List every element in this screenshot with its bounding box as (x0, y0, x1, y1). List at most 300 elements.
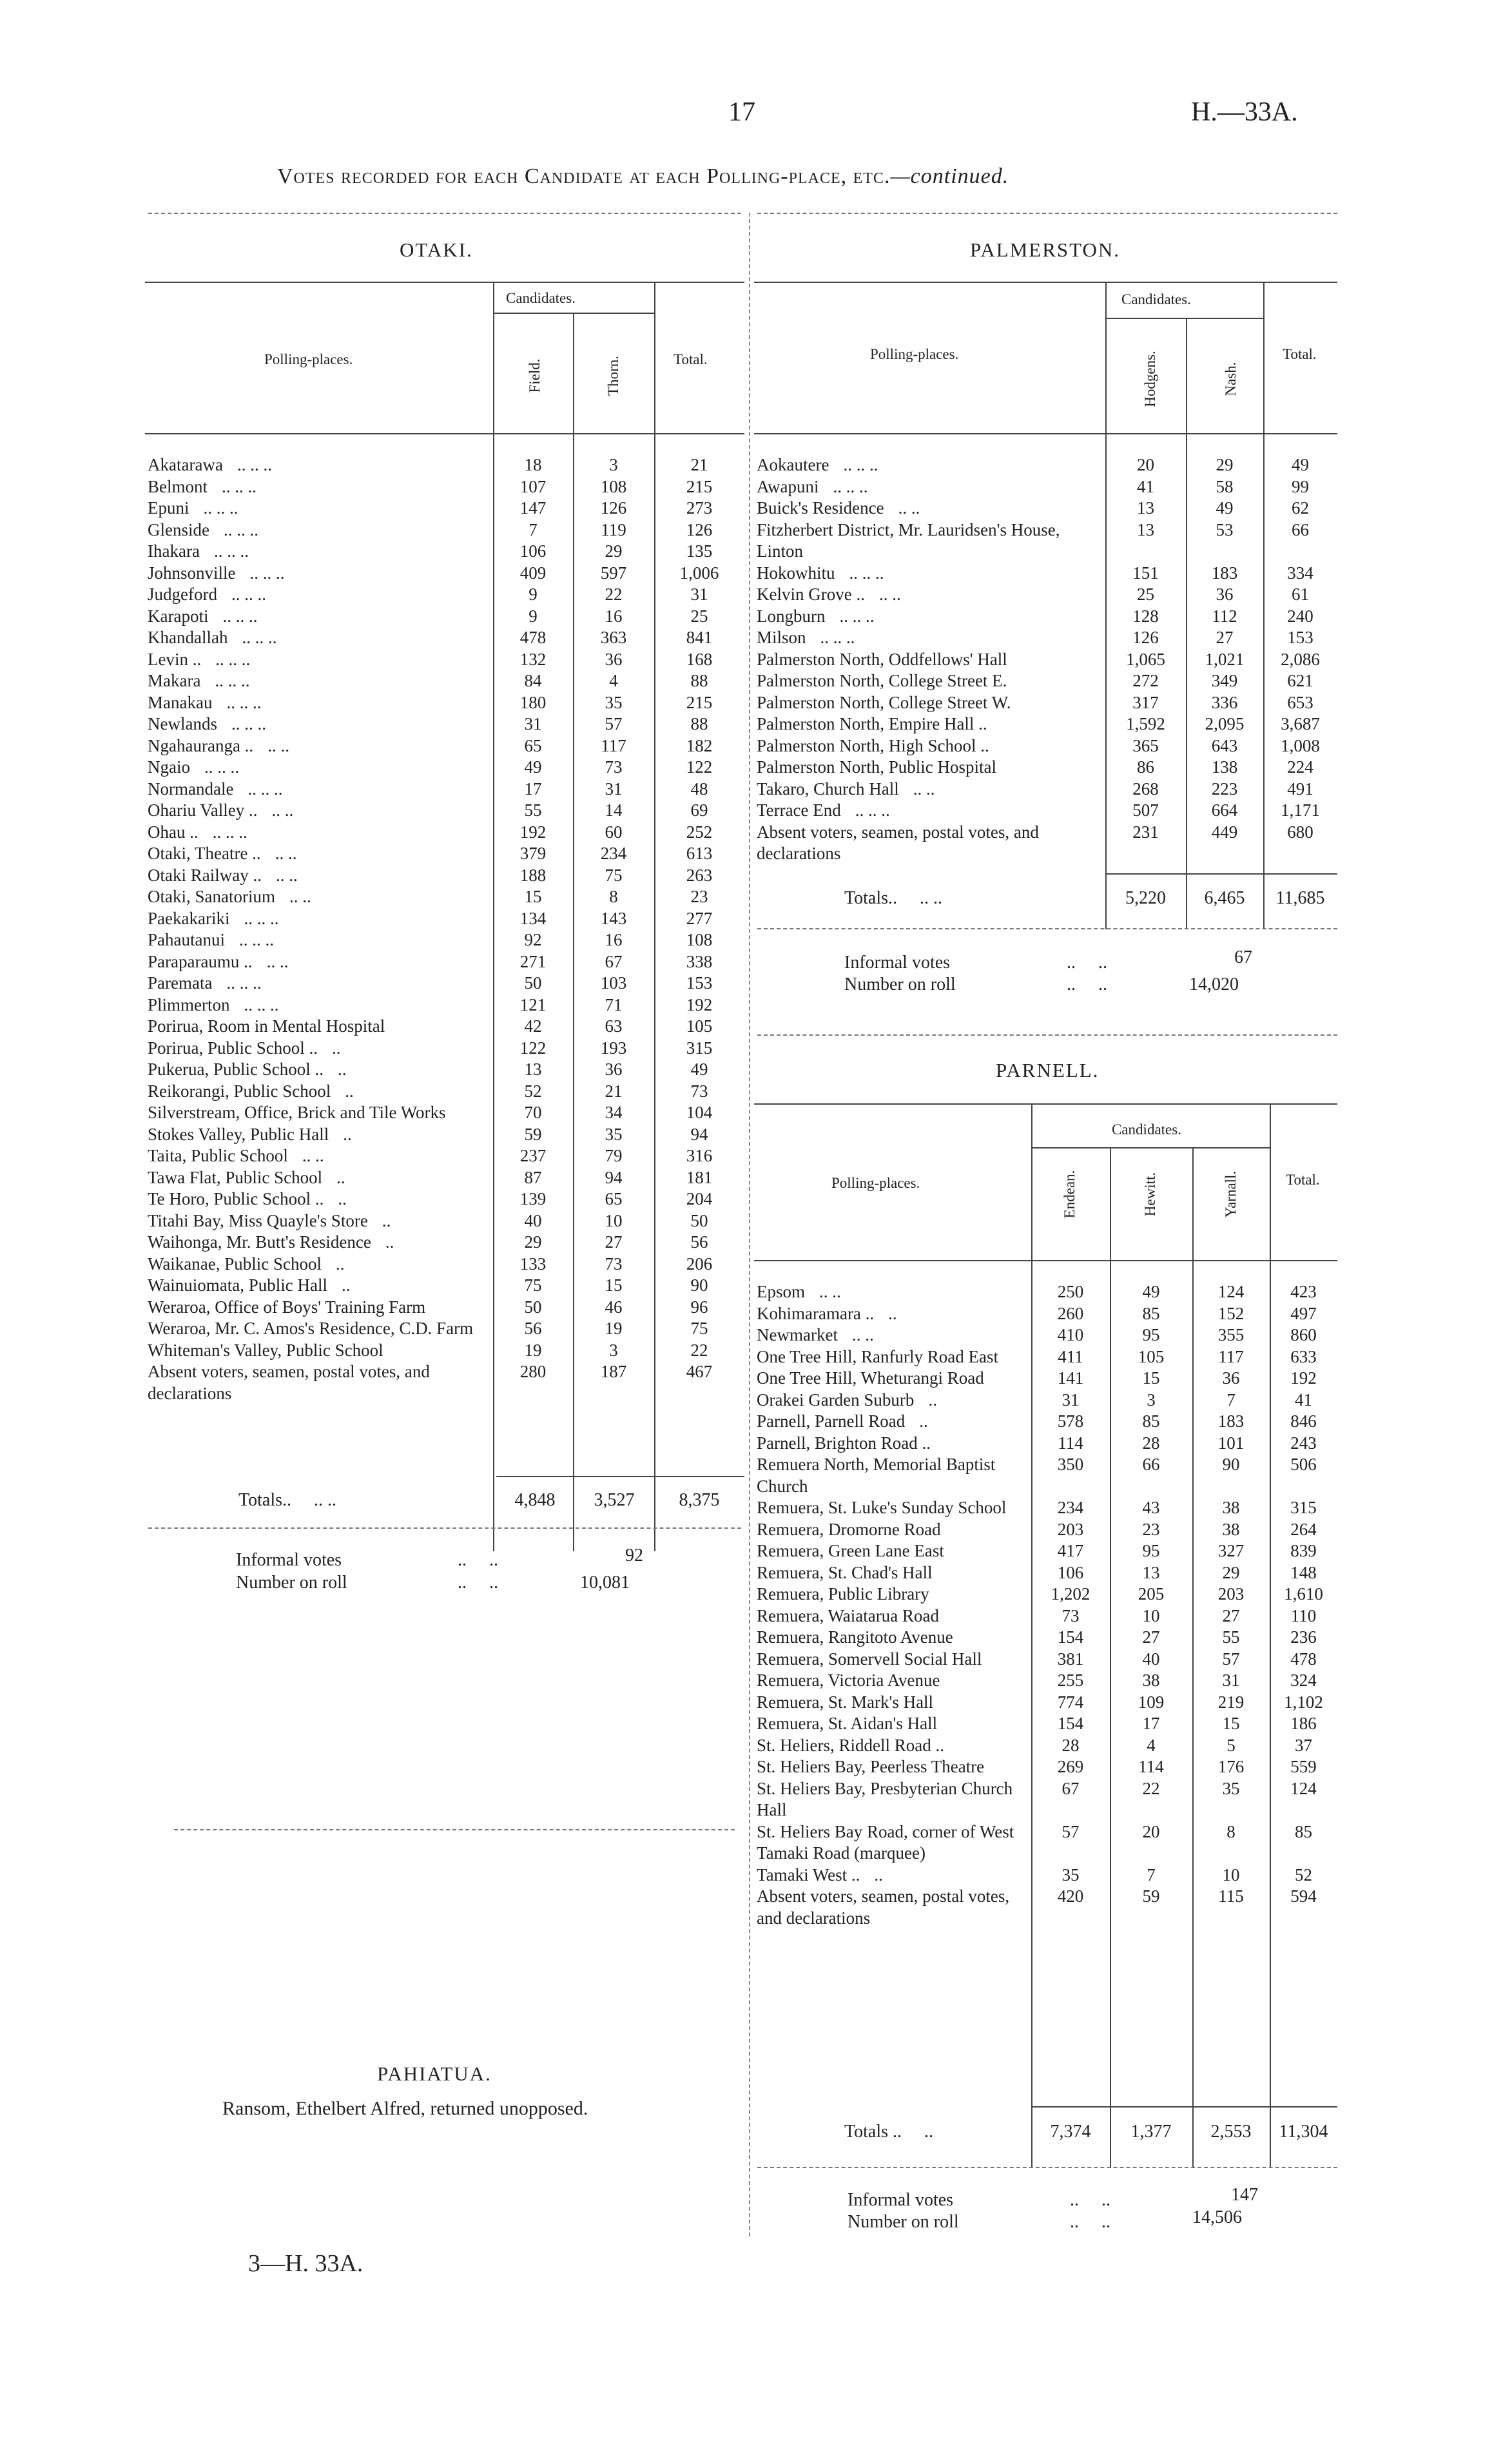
otaki-place (145, 1318, 493, 1340)
otaki-cell-b: 94 (605, 1167, 623, 1187)
parnell-cell-a: 578 (1057, 1411, 1084, 1431)
otaki-cell-a: 42 (524, 1016, 542, 1036)
parnell-place (754, 1584, 1031, 1605)
parnell-totals-rule-bottom (757, 2167, 1337, 2168)
otaki-cell-a: 106 (519, 541, 547, 561)
parnell-cell-t: 478 (1290, 1649, 1317, 1669)
otaki-row (145, 498, 744, 519)
parnell-place-text: Remuera, Rangitoto Avenue (757, 1627, 953, 1647)
otaki-cell-b: 597 (600, 563, 627, 583)
palmerston-leader-dots: .. .. .. (843, 455, 878, 474)
parnell-cell-c: 36 (1222, 1368, 1240, 1388)
parnell-candidate-yarnall: Yarnall. (1223, 1170, 1239, 1218)
otaki-place-text: Stokes Valley, Public Hall (148, 1124, 329, 1144)
palmerston-cell-b: 29 (1216, 455, 1234, 474)
palmerston-cell-b: 643 (1211, 735, 1238, 755)
otaki-place-text: Waikanae, Public School (148, 1254, 322, 1274)
parnell-cell-b: 15 (1142, 1368, 1160, 1388)
palmerston-cell-a: 20 (1137, 455, 1154, 474)
parnell-cell-t: 243 (1290, 1433, 1317, 1453)
otaki-place (145, 1210, 493, 1232)
palmerston-totals-label: Totals.. .. .. (844, 888, 943, 908)
otaki-row (145, 627, 744, 649)
otaki-totals-rule (496, 1476, 744, 1477)
otaki-place-text: Otaki Railway .. (148, 865, 262, 885)
otaki-leader-dots: .. .. .. (231, 714, 266, 733)
parnell-cell-a: 234 (1057, 1498, 1084, 1517)
otaki-row (145, 1318, 744, 1340)
parnell-cell-c: 7 (1226, 1390, 1236, 1410)
palmerston-total-header: Total. (1283, 346, 1317, 362)
palmerston-cell-t: 66 (1292, 519, 1309, 539)
otaki-leader-dots: .. .. .. (223, 519, 258, 539)
otaki-cell-t: 94 (690, 1124, 708, 1144)
palmerston-leader-dots: .. .. (913, 779, 935, 799)
otaki-place (145, 1167, 493, 1189)
otaki-row (145, 779, 744, 800)
otaki-place (145, 713, 493, 735)
parnell-cell-t: 148 (1290, 1562, 1317, 1582)
otaki-cell-a: 49 (524, 757, 542, 777)
otaki-place (145, 951, 493, 973)
parnell-place-text: Newmarket (757, 1325, 838, 1344)
parnell-cell-b: 38 (1142, 1671, 1160, 1690)
palmerston-row (754, 584, 1337, 606)
otaki-place-text: Akatarawa (148, 455, 223, 474)
otaki-place (145, 1361, 493, 1404)
otaki-cell-b: 22 (605, 585, 623, 604)
otaki-cell-b: 234 (600, 844, 627, 863)
parnell-leader-dots: .. (874, 1865, 883, 1885)
otaki-leader-dots: .. (336, 1167, 345, 1187)
parnell-place (754, 1433, 1031, 1455)
otaki-cell-a: 122 (519, 1038, 547, 1058)
parnell-place (754, 1562, 1031, 1584)
palmerston-polling-header: Polling-places. (870, 346, 959, 362)
otaki-cell-a: 9 (528, 585, 538, 604)
otaki-place-text: Weraroa, Mr. C. Amos's Residence, C.D. Farm (148, 1319, 474, 1338)
otaki-leader-dots: .. (385, 1232, 394, 1252)
parnell-cell-b: 22 (1142, 1778, 1160, 1798)
palmerston-place-text: Takaro, Church Hall (757, 779, 899, 799)
otaki-cell-a: 70 (524, 1103, 542, 1122)
palmerston-total-hodgens: 5,220 (1125, 888, 1166, 908)
parnell-place-text: Tamaki West .. (757, 1865, 860, 1885)
parnell-cell-b: 95 (1142, 1325, 1160, 1344)
parnell-cell-a: 381 (1057, 1649, 1084, 1669)
parnell-place (754, 1303, 1031, 1325)
parnell-place-text: Parnell, Brighton Road .. (757, 1433, 931, 1453)
palmerston-leader-dots: .. .. .. (820, 628, 855, 647)
otaki-cell-t: 88 (690, 714, 708, 733)
palmerston-place (754, 757, 1105, 779)
parnell-cell-a: 106 (1057, 1562, 1084, 1582)
otaki-cell-b: 75 (605, 865, 623, 885)
palmerston-place-text: Palmerston North, College Street W. (757, 692, 1011, 712)
otaki-row (145, 1059, 744, 1081)
parnell-totals-rule (1031, 2106, 1337, 2108)
otaki-cell-a: 379 (519, 844, 547, 863)
parnell-cell-t: 85 (1295, 1821, 1312, 1841)
parnell-cell-c: 10 (1222, 1865, 1240, 1885)
page-caption (277, 164, 1009, 189)
parnell-cell-b: 205 (1138, 1584, 1165, 1604)
palmerston-place-text: Palmerston North, Oddfellows' Hall (757, 649, 1007, 669)
otaki-leader-dots: .. .. .. (242, 628, 277, 647)
otaki-place-text: Pahautanui (148, 930, 225, 949)
otaki-roll-label: Number on roll (236, 1573, 347, 1593)
otaki-cell-t: 338 (686, 951, 713, 971)
otaki-row (145, 843, 744, 865)
parnell-cell-a: 203 (1057, 1519, 1084, 1539)
parnell-place-text: St. Heliers, Riddell Road .. (757, 1735, 944, 1755)
otaki-cell-t: 22 (690, 1340, 708, 1360)
parnell-place-text: Remuera, St. Chad's Hall (757, 1562, 933, 1582)
parnell-total-hewitt: 1,377 (1130, 2122, 1172, 2142)
parnell-cell-a: 141 (1057, 1368, 1084, 1388)
otaki-row (145, 1210, 744, 1232)
otaki-total-all: 8,375 (679, 1490, 720, 1510)
parnell-cell-b: 7 (1147, 1865, 1156, 1885)
otaki-cell-b: 60 (605, 822, 623, 842)
parnell-cell-b: 23 (1142, 1519, 1160, 1539)
palmerston-candidates-header: Candidates. (1121, 291, 1191, 307)
otaki-leader-dots: .. .. .. (203, 498, 238, 518)
parnell-row (754, 1303, 1337, 1325)
parnell-candidate-hewitt: Hewitt. (1142, 1172, 1158, 1217)
otaki-cell-t: 21 (690, 455, 708, 474)
palmerston-cell-a: 1,065 (1126, 649, 1165, 669)
otaki-row (145, 800, 744, 822)
palmerston-place (754, 800, 1105, 822)
otaki-cell-b: 57 (605, 714, 623, 733)
parnell-cell-t: 506 (1290, 1455, 1317, 1474)
parnell-place (754, 1519, 1031, 1541)
otaki-place-text: Normandale (148, 779, 234, 799)
otaki-cell-t: 263 (686, 865, 713, 885)
otaki-place (145, 779, 493, 800)
otaki-cell-t: 252 (686, 822, 713, 842)
parnell-row (754, 1454, 1337, 1497)
parnell-leader-dots: .. (888, 1303, 897, 1323)
otaki-cell-b: 16 (605, 606, 623, 626)
parnell-cell-b: 17 (1142, 1714, 1160, 1733)
palmerston-cell-b: 27 (1216, 628, 1234, 647)
palmerston-cell-a: 25 (1137, 585, 1154, 604)
palmerston-cell-b: 664 (1211, 800, 1238, 820)
parnell-informal-label: Informal votes (848, 2190, 954, 2210)
palmerston-cell-a: 365 (1132, 735, 1159, 755)
palmerston-candidate-hodgens: Hodgens. (1142, 351, 1158, 407)
parnell-cell-a: 67 (1061, 1778, 1080, 1798)
otaki-leader-dots: .. .. .. (244, 908, 279, 928)
parnell-leader-dots: .. .. (819, 1282, 841, 1301)
parnell-cell-t: 315 (1290, 1498, 1317, 1517)
palmerston-leader-dots: .. .. .. (839, 606, 875, 626)
otaki-place-text: Otaki, Sanatorium (148, 887, 275, 906)
parnell-row (754, 1605, 1337, 1627)
palmerston-place-text: Palmerston North, Public Hospital (757, 757, 996, 777)
otaki-informal-dots: .. .. (458, 1550, 498, 1570)
parnell-place-text: One Tree Hill, Ranfurly Road East (757, 1346, 998, 1366)
palmerston-cell-t: 653 (1287, 692, 1313, 712)
otaki-row (145, 886, 744, 908)
otaki-total-header: Total. (674, 351, 708, 367)
palmerston-informal-dots: .. .. (1067, 953, 1107, 973)
otaki-leader-dots: .. .. .. (237, 455, 272, 474)
palmerston-place (754, 735, 1105, 757)
parnell-row (754, 1713, 1337, 1735)
parnell-row (754, 1778, 1337, 1821)
parnell-cell-a: 73 (1061, 1605, 1080, 1625)
parnell-cell-t: 52 (1295, 1865, 1312, 1885)
palmerston-place-text: Terrace End (757, 800, 841, 820)
otaki-cell-a: 29 (524, 1232, 542, 1252)
parnell-cell-b: 28 (1142, 1433, 1160, 1453)
parnell-cell-b: 95 (1142, 1541, 1160, 1560)
otaki-cell-t: 316 (686, 1146, 713, 1165)
otaki-row (145, 454, 744, 476)
palmerston-roll-dots: .. .. (1067, 974, 1107, 994)
otaki-cell-b: 63 (605, 1016, 623, 1036)
otaki-cell-t: 192 (686, 994, 713, 1014)
otaki-cell-a: 55 (524, 800, 542, 820)
palmerston-leader-dots: .. .. (898, 498, 920, 518)
otaki-place (145, 1059, 493, 1081)
otaki-place-text: Waihonga, Mr. Butt's Residence (148, 1232, 371, 1252)
palmerston-cell-t: 491 (1287, 779, 1313, 799)
palmerston-row (754, 498, 1337, 519)
parnell-cell-t: 124 (1290, 1778, 1317, 1798)
parnell-cell-b: 49 (1142, 1282, 1160, 1301)
parnell-cell-b: 59 (1142, 1886, 1160, 1906)
parnell-cell-b: 10 (1142, 1605, 1160, 1625)
otaki-cell-b: 73 (605, 757, 623, 777)
otaki-leader-dots: .. (332, 1038, 341, 1058)
otaki-place-text: Ngahauranga .. (148, 735, 254, 755)
parnell-cell-t: 839 (1290, 1541, 1317, 1560)
parnell-row (754, 1865, 1337, 1886)
palmerston-cell-a: 13 (1137, 498, 1154, 518)
palmerston-cell-b: 138 (1211, 757, 1238, 777)
otaki-cell-t: 122 (686, 757, 713, 777)
parnell-row (754, 1562, 1337, 1584)
parnell-row (754, 1519, 1337, 1541)
palmerston-place (754, 627, 1105, 649)
parnell-informal-dots: .. .. (1070, 2190, 1110, 2210)
palmerston-cell-a: 507 (1132, 800, 1159, 820)
otaki-row (145, 519, 744, 541)
parnell-cell-b: 66 (1142, 1455, 1160, 1474)
palmerston-totals-rule (1105, 873, 1337, 875)
palmerston-cell-b: 183 (1211, 563, 1238, 583)
otaki-leader-dots: .. .. .. (226, 973, 262, 993)
otaki-leader-dots: .. .. .. (231, 585, 266, 604)
palmerston-row (754, 454, 1337, 476)
parnell-place (754, 1411, 1031, 1433)
otaki-cell-t: 69 (690, 800, 708, 820)
otaki-cell-a: 237 (519, 1146, 547, 1165)
parnell-row (754, 1735, 1337, 1757)
palmerston-roll-value: 14,020 (1189, 974, 1239, 994)
parnell-cell-t: 41 (1295, 1390, 1312, 1410)
otaki-leader-dots: .. .. (275, 844, 297, 863)
parnell-cell-c: 183 (1217, 1411, 1245, 1431)
parnell-cell-c: 35 (1222, 1778, 1240, 1798)
palmerston-cell-a: 126 (1132, 628, 1159, 647)
otaki-leader-dots: .. .. .. (212, 822, 247, 842)
otaki-candidate-thorn: Thorn. (605, 356, 621, 396)
otaki-cell-t: 215 (686, 476, 713, 496)
parnell-row (754, 1627, 1337, 1649)
parnell-cell-a: 57 (1061, 1821, 1080, 1841)
parnell-place-text: One Tree Hill, Wheturangi Road (757, 1368, 984, 1388)
otaki-cell-b: 36 (605, 1060, 623, 1079)
parnell-leader-dots: .. (928, 1390, 937, 1410)
otaki-cell-a: 92 (524, 930, 542, 949)
parnell-cell-c: 27 (1222, 1605, 1240, 1625)
parnell-candidates-rule (1031, 1147, 1270, 1148)
parnell-cell-b: 13 (1142, 1562, 1160, 1582)
otaki-cell-t: 49 (690, 1060, 708, 1079)
otaki-cell-b: 65 (605, 1189, 623, 1208)
parnell-cell-t: 594 (1290, 1886, 1317, 1906)
otaki-place (145, 886, 493, 908)
top-rule-left (148, 213, 741, 214)
palmerston-place-text: Palmerston North, High School .. (757, 735, 989, 755)
otaki-cell-a: 75 (524, 1275, 542, 1295)
otaki-cell-a: 188 (519, 865, 547, 885)
otaki-cell-a: 280 (519, 1362, 547, 1381)
parnell-total-yarnall: 2,553 (1210, 2122, 1252, 2142)
parnell-place (754, 1390, 1031, 1411)
otaki-table (145, 454, 744, 1404)
otaki-place-text: Absent voters, seamen, postal votes, and declarations (148, 1362, 430, 1403)
parnell-cell-a: 411 (1058, 1346, 1083, 1366)
otaki-polling-header: Polling-places. (264, 351, 353, 367)
parnell-place-text: Remuera North, Memorial Baptist Church (757, 1455, 996, 1496)
parnell-cell-b: 27 (1142, 1627, 1160, 1647)
parnell-cell-t: 37 (1295, 1735, 1312, 1755)
parnell-cell-t: 264 (1290, 1519, 1317, 1539)
parnell-cell-b: 109 (1138, 1692, 1165, 1712)
parnell-row (754, 1281, 1337, 1303)
parnell-title: PARNELL. (996, 1059, 1100, 1081)
otaki-leader-dots: .. .. .. (222, 606, 258, 626)
otaki-cell-b: 46 (605, 1297, 623, 1317)
palmerston-header-rule-bottom (754, 433, 1337, 434)
otaki-cell-t: 168 (686, 649, 713, 669)
otaki-cell-b: 3 (609, 455, 618, 474)
otaki-cell-a: 133 (519, 1254, 547, 1274)
palmerston-place (754, 584, 1105, 606)
parnell-cell-t: 1,102 (1284, 1692, 1323, 1712)
palmerston-cell-b: 223 (1211, 779, 1238, 799)
parnell-cell-c: 38 (1222, 1519, 1240, 1539)
otaki-cell-t: 277 (686, 908, 713, 928)
parnell-place (754, 1368, 1031, 1390)
otaki-leader-dots: .. .. .. (226, 692, 262, 712)
parnell-cell-c: 203 (1217, 1584, 1245, 1604)
parnell-place (754, 1821, 1031, 1865)
pahiatua-title: PAHIATUA. (377, 2062, 492, 2085)
otaki-place-text: Taita, Public School (148, 1146, 288, 1165)
parnell-candidate-endean: Endean. (1061, 1170, 1078, 1219)
otaki-cell-a: 87 (524, 1167, 542, 1187)
palmerston-place-text: Kelvin Grove .. (757, 585, 865, 604)
parnell-total-endean: 7,374 (1050, 2122, 1091, 2142)
otaki-leader-dots: .. (336, 1254, 345, 1274)
otaki-place (145, 454, 493, 476)
parnell-cell-a: 154 (1057, 1627, 1084, 1647)
parnell-place (754, 1540, 1031, 1562)
otaki-cell-b: 363 (600, 628, 627, 647)
palmerston-place (754, 476, 1105, 498)
otaki-informal-label: Informal votes (236, 1550, 342, 1570)
parnell-place (754, 1627, 1031, 1649)
parnell-place-text: Remuera, Somervell Social Hall (757, 1649, 982, 1669)
parnell-cell-a: 269 (1057, 1757, 1084, 1776)
otaki-place (145, 606, 493, 628)
palmerston-row (754, 713, 1337, 735)
palmerston-cell-a: 317 (1132, 692, 1159, 712)
parnell-row (754, 1390, 1337, 1411)
parnell-row (754, 1411, 1337, 1433)
otaki-cell-t: 153 (686, 973, 713, 993)
parnell-place-text: St. Heliers Bay Road, corner of West Tamaki Road (marquee) (757, 1821, 1014, 1863)
otaki-place (145, 1188, 493, 1210)
parnell-place (754, 1756, 1031, 1778)
caption-main: Votes recorded for each Candidate at each Polling-place, etc. (277, 164, 891, 188)
otaki-row (145, 1340, 744, 1362)
palmerston-total-nash: 6,465 (1204, 888, 1245, 908)
palmerston-place-text: Milson (757, 628, 806, 647)
otaki-place-text: Johnsonville (148, 563, 236, 583)
otaki-leader-dots: .. .. .. (247, 779, 283, 799)
otaki-place (145, 865, 493, 887)
palmerston-place (754, 454, 1105, 476)
parnell-cell-c: 29 (1222, 1562, 1240, 1582)
palmerston-place (754, 649, 1105, 671)
otaki-leader-dots: .. .. .. (249, 563, 285, 583)
otaki-place-text: Wainuiomata, Public Hall (148, 1275, 328, 1295)
otaki-place (145, 627, 493, 649)
palmerston-place-text: Hokowhitu (757, 563, 835, 583)
otaki-row (145, 822, 744, 844)
palmerston-cell-t: 153 (1287, 628, 1313, 647)
otaki-cell-t: 126 (686, 519, 713, 539)
otaki-cell-b: 27 (605, 1232, 623, 1252)
otaki-cell-a: 31 (524, 714, 542, 733)
parnell-row (754, 1540, 1337, 1562)
parnell-row (754, 1670, 1337, 1692)
otaki-row (145, 994, 744, 1016)
palmerston-roll-label: Number on roll (844, 974, 956, 994)
parnell-cell-a: 28 (1061, 1735, 1080, 1755)
otaki-cell-t: 613 (686, 844, 713, 863)
otaki-row (145, 606, 744, 628)
otaki-place (145, 670, 493, 692)
otaki-place (145, 1081, 493, 1103)
parnell-cell-c: 115 (1218, 1886, 1244, 1906)
otaki-place (145, 519, 493, 541)
palmerston-cell-b: 53 (1216, 519, 1234, 539)
palmerston-header-rule-top (754, 282, 1337, 283)
parnell-cell-c: 15 (1222, 1714, 1240, 1733)
otaki-place (145, 476, 493, 498)
otaki-cell-a: 409 (519, 563, 547, 583)
otaki-cell-a: 139 (519, 1189, 547, 1208)
